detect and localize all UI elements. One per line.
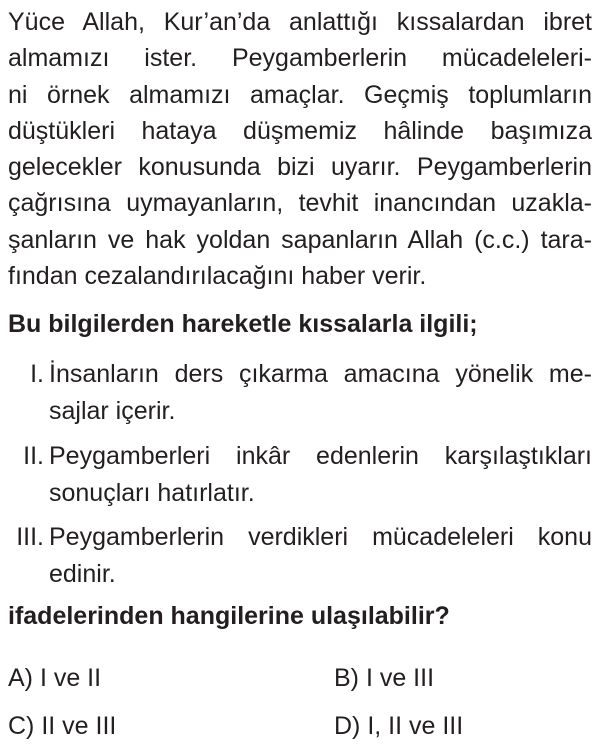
option-d[interactable]: D) I, II ve III (334, 712, 464, 740)
statement-line: edinir. (49, 559, 116, 588)
option-b[interactable]: B) I ve III (334, 664, 435, 692)
passage-line: çağrısına uymayanların, tevhit inancından uzakla- (8, 189, 592, 218)
passage (8, 4, 592, 294)
statement-number: III. (16, 523, 44, 551)
passage-line: gelecekler konusunda bizi uyarır. Peygamberlerin (8, 153, 592, 182)
question-prompt: ifadelerinden hangilerine ulaşılabilir? (8, 602, 450, 630)
question-stem: Bu bilgilerden hareketle kıssalarla ilgili; (8, 310, 478, 338)
statement-line: Peygamberlerin verdikleri mücadeleleri konu (49, 523, 592, 551)
passage-line: Yüce Allah, Kur’an’da anlattığı kıssalardan ibret (8, 8, 592, 36)
statement-text (49, 438, 592, 511)
statement-text (49, 519, 592, 592)
statement-line: İnsanların ders çıkarma amacına yönelik me- (49, 360, 592, 388)
statement-line: sajlar içerir. (49, 396, 176, 425)
statement-number: I. (30, 360, 44, 388)
passage-line: fından cezalandırılacağını haber verir. (8, 262, 427, 291)
passage-line: şanların ve hak yoldan sapanların Allah (c.c.) tara- (8, 225, 592, 254)
passage-line: ni örnek almamızı amaçlar. Geçmiş toplumların (8, 80, 592, 109)
statement-text (49, 356, 592, 429)
passage-line: almamızı ister. Peygamberlerin mücadeleleri- (8, 44, 592, 73)
statement-number: II. (23, 442, 44, 470)
option-c[interactable]: C) II ve III (8, 712, 117, 740)
statement-line: Peygamberleri inkâr edenlerin karşılaştıkları (49, 442, 592, 470)
passage-line: düştükleri hataya düşmemiz hâlinde başımıza (8, 116, 592, 145)
option-a[interactable]: A) I ve II (8, 664, 102, 692)
statement-line: sonuçları hatırlatır. (49, 478, 255, 507)
